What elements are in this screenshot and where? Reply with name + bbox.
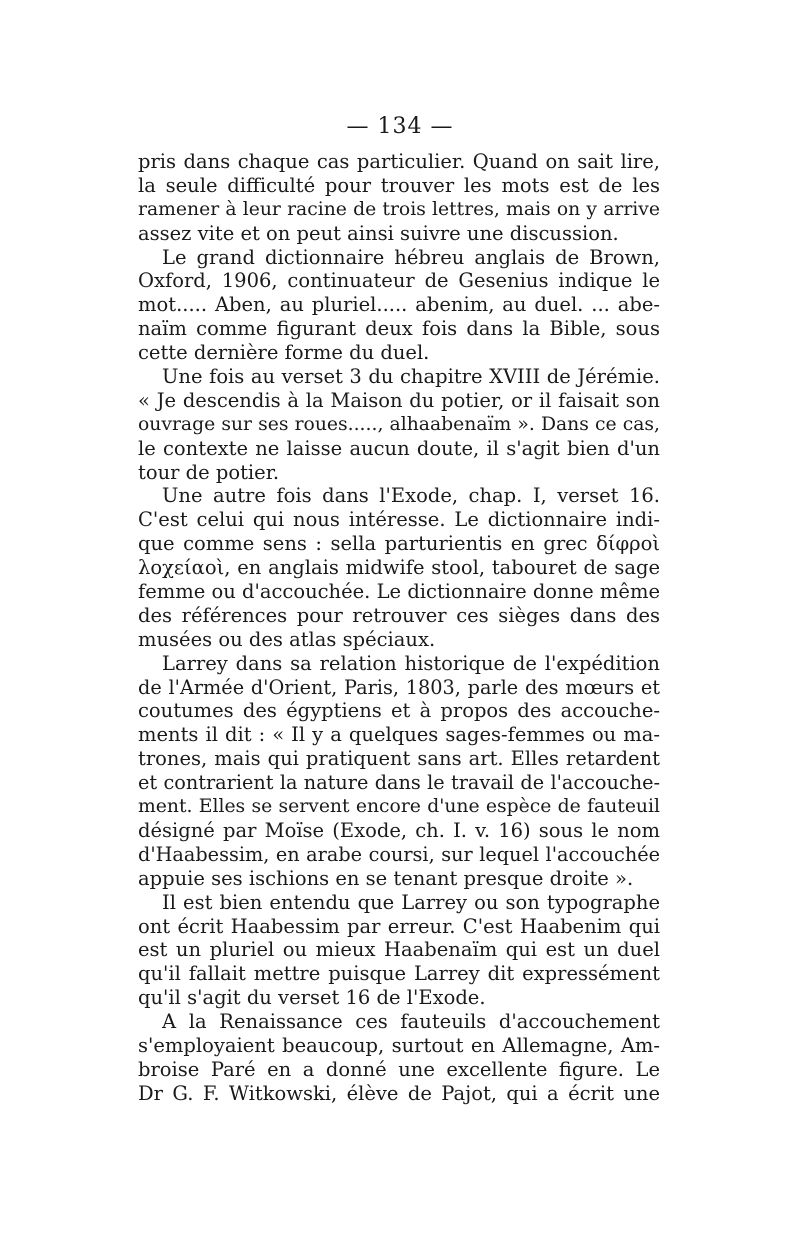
- text-line: s'employaient beaucoup, surtout en Allemagne, Am-: [138, 1033, 660, 1057]
- text-line: Une fois au verset 3 du chapitre XVIII de Jérémie.: [162, 365, 660, 389]
- text-line: λοχείαοὶ, en anglais midwife stool, tabouret de sage: [138, 556, 660, 580]
- text-line: mot..... Aben, au pluriel..... abenim, au duel. ... abe-: [138, 293, 660, 317]
- text-line: ments il dit : « Il y a quelques sages-femmes ou ma-: [138, 723, 660, 747]
- text-line: pris dans chaque cas particulier. Quand on sait lire,: [138, 150, 660, 173]
- text-line: de l'Armée d'Orient, Paris, 1803, parle des mœurs et: [138, 675, 660, 699]
- text-line: et contrarient la nature dans le travail de l'accouche-: [138, 771, 660, 795]
- text-line: Le grand dictionnaire hébreu anglais de Brown,: [162, 245, 660, 269]
- text-line: femme ou d'accouchée. Le dictionnaire donne même: [138, 580, 660, 604]
- text-line: assez vite et on peut ainsi suivre une discussion.: [138, 221, 619, 245]
- text-line: est un pluriel ou mieux Haabenaïm qui est un duel: [138, 938, 660, 962]
- text-line: appuie ses ischions en se tenant presque droite ».: [138, 866, 634, 890]
- text-line: A la Renaissance ces fauteuils d'accouchement: [162, 1010, 660, 1034]
- text-line: musées ou des atlas spéciaux.: [138, 627, 436, 651]
- text-line: ouvrage sur ses roues....., alhaabenaïm ». Dans ce cas,: [138, 413, 660, 435]
- text-line: coutumes des égyptiens et à propos des accouche-: [138, 699, 660, 723]
- text-line: des références pour retrouver ces sièges dans des: [138, 603, 660, 627]
- text-line: la seule difficulté pour trouver les mots est de les: [138, 173, 660, 197]
- text-line: désigné par Moïse (Exode, ch. I. v. 16) sous le nom: [138, 818, 660, 842]
- text-line: trones, mais qui pratiquent sans art. Elles retardent: [138, 747, 660, 771]
- text-line: broise Paré en a donné une excellente figure. Le: [138, 1057, 660, 1081]
- text-line: qu'il fallait mettre puisque Larrey dit expressément: [138, 962, 660, 986]
- text-line: Une autre fois dans l'Exode, chap. I, verset 16.: [162, 484, 660, 508]
- text-line: Il est bien entendu que Larrey ou son typographe: [162, 890, 660, 914]
- text-line: tour de potier.: [138, 460, 280, 484]
- text-line: « Je descendis à la Maison du potier, or il faisait son: [138, 388, 660, 412]
- body-text: [138, 150, 660, 1106]
- text-line: qu'il s'agit du verset 16 de l'Exode.: [138, 986, 486, 1010]
- text-line: le contexte ne laisse aucun doute, il s'agit bien d'un: [138, 436, 660, 460]
- text-line: d'Haabessim, en arabe coursi, sur lequel l'accouchée: [138, 842, 660, 866]
- text-line: Dr G. F. Witkowski, élève de Pajot, qui a écrit une: [138, 1081, 660, 1105]
- text-line: que comme sens : sella parturientis en grec δίφροὶ: [138, 532, 660, 556]
- text-line: Oxford, 1906, continuateur de Gesenius indique le: [138, 269, 660, 293]
- text-line: naïm comme figurant deux fois dans la Bible, sous: [138, 317, 660, 341]
- text-line: ment. Elles se servent encore d'une espèce de fauteuil: [138, 796, 660, 818]
- text-line: ramener à leur racine de trois lettres, mais on y arrive: [138, 198, 660, 220]
- page-number: — 134 —: [346, 114, 454, 139]
- text-line: Larrey dans sa relation historique de l'expédition: [162, 651, 660, 675]
- text-line: cette dernière forme du duel.: [138, 341, 430, 365]
- text-line: ont écrit Haabessim par erreur. C'est Haabenim qui: [138, 914, 660, 938]
- text-line: C'est celui qui nous intéresse. Le dictionnaire indi-: [138, 508, 660, 532]
